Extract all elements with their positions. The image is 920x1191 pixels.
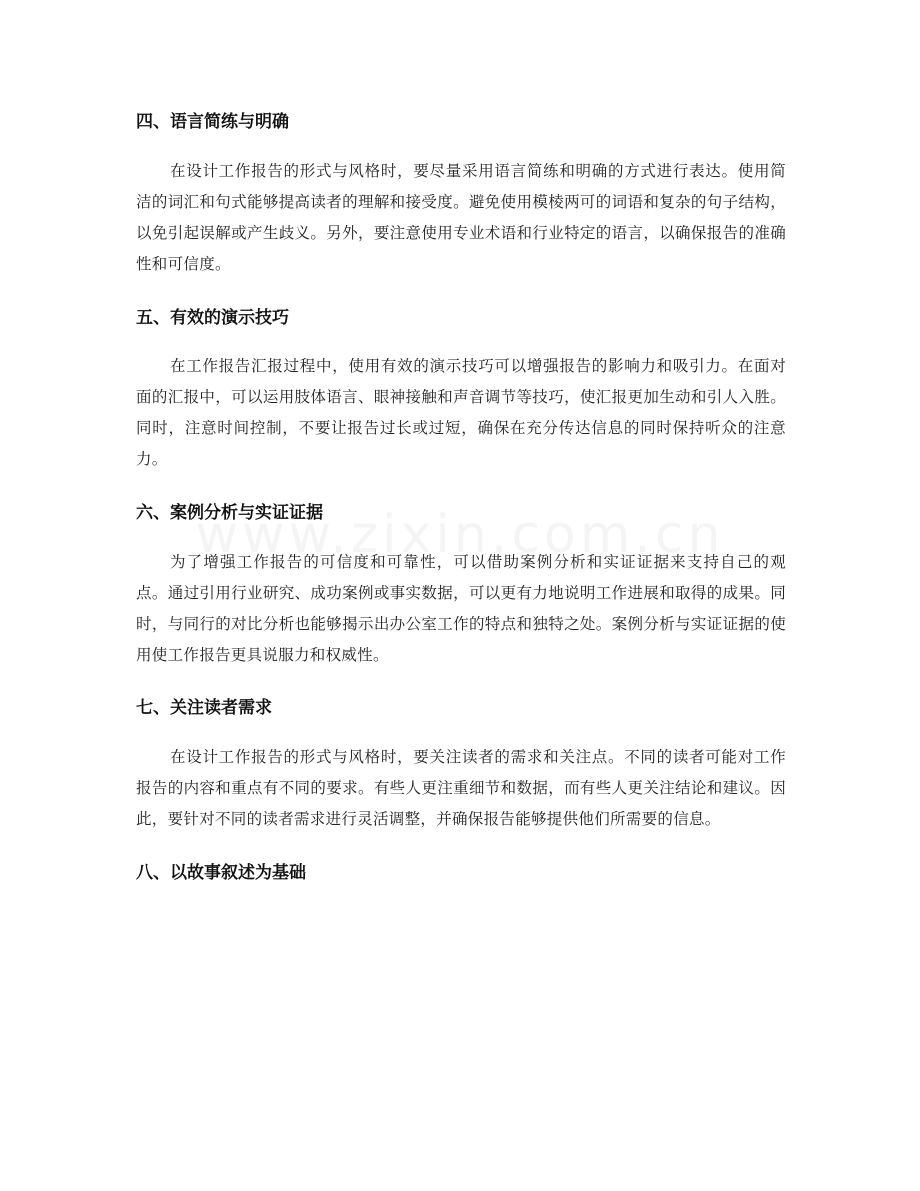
section-paragraph: 在设计工作报告的形式与风格时，要尽量采用语言简练和明确的方式进行表达。使用简洁的词汇和句式能够提高读者的理解和接受度。避免使用模棱两可的词语和复杂的句子结构，以免引起误解或产生歧义。另外，要注意使用专业术语和行业特定的语言，以确保报告的准确性和可信度。 [136,162,786,273]
section-heading: 五、有效的演示技巧 [136,308,289,328]
section-paragraph: 在设计工作报告的形式与风格时，要关注读者的需求和关注点。不同的读者可能对工作报告的内容和重点有不同的要求。有些人更注重细节和数据，而有些人更关注结论和建议。因此，要针对不同的读者需求进行灵活调整，并确保报告能够提供他们所需要的信息。 [136,748,786,828]
section-heading: 七、关注读者需求 [136,698,272,718]
section-paragraph: 为了增强工作报告的可信度和可靠性，可以借助案例分析和实证证据来支持自己的观点。通过引用行业研究、成功案例或事实数据，可以更有力地说明工作进展和取得的成果。同时，与同行的对比分析也能够揭示出办公室工作的特点和独特之处。案例分析与实证证据的使用使工作报告更具说服力和权威性。 [136,553,786,664]
section-heading: 四、语言简练与明确 [136,112,289,132]
document-content [136,106,786,889]
section-reader-needs [136,692,786,835]
section-storytelling [136,857,786,889]
section-heading: 八、以故事叙述为基础 [136,863,306,883]
section-heading: 六、案例分析与实证证据 [136,503,323,523]
section-language [136,106,786,280]
section-presentation [136,302,786,475]
section-case-analysis [136,497,786,671]
section-paragraph: 在工作报告汇报过程中，使用有效的演示技巧可以增强报告的影响力和吸引力。在面对面的汇报中，可以运用肢体语言、眼神接触和声音调节等技巧，使汇报更加生动和引人入胜。同时，注意时间控制，不要让报告过长或过短，确保在充分传达信息的同时保持听众的注意力。 [136,357,786,468]
